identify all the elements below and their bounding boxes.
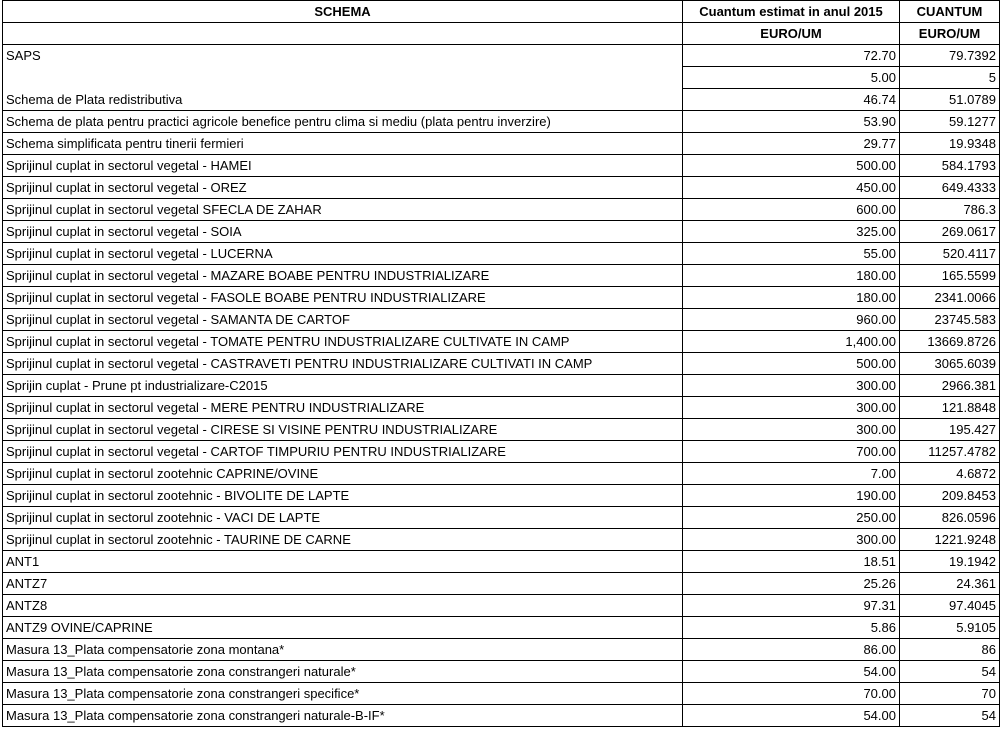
cuantum-cell: 54 [900,705,1000,727]
cuantum-2015-cell: 46.74 [683,89,900,111]
schema-name-cell: Sprijinul cuplat in sectorul zootehnic - TAURINE DE CARNE [3,529,683,551]
cuantum-2015-cell: 960.00 [683,309,900,331]
cuantum-cell: 2341.0066 [900,287,1000,309]
cuantum-cell: 59.1277 [900,111,1000,133]
table-row [3,573,1000,595]
cuantum-2015-cell: 325.00 [683,221,900,243]
cuantum-2015-cell: 600.00 [683,199,900,221]
cuantum-2015-cell: 53.90 [683,111,900,133]
cuantum-cell: 649.4333 [900,177,1000,199]
cuantum-cell: 11257.4782 [900,441,1000,463]
schema-name-cell: SAPS [3,45,683,67]
schema-name-cell: ANTZ9 OVINE/CAPRINE [3,617,683,639]
table-row [3,221,1000,243]
schema-name-cell [3,67,683,89]
table-row [3,705,1000,727]
cuantum-2015-cell: 700.00 [683,441,900,463]
schema-name-cell: Masura 13_Plata compensatorie zona constrangeri specifice* [3,683,683,705]
table-row [3,397,1000,419]
cuantum-2015-cell: 86.00 [683,639,900,661]
schema-name-cell: ANTZ8 [3,595,683,617]
cuantum-2015-cell: 29.77 [683,133,900,155]
cuantum-2015-cell: 55.00 [683,243,900,265]
cuantum-cell: 269.0617 [900,221,1000,243]
header-cuantum: CUANTUM [900,1,1000,23]
header-cuantum-2015: Cuantum estimat in anul 2015 [683,1,900,23]
schema-name-cell: Sprijinul cuplat in sectorul vegetal - LUCERNA [3,243,683,265]
schema-name-cell: Masura 13_Plata compensatorie zona constrangeri naturale* [3,661,683,683]
cuantum-cell: 1221.9248 [900,529,1000,551]
cuantum-2015-cell: 70.00 [683,683,900,705]
schema-name-cell: Schema simplificata pentru tinerii fermieri [3,133,683,155]
unit-cuantum: EURO/UM [900,23,1000,45]
unit-row [3,23,1000,45]
cuantum-cell: 13669.8726 [900,331,1000,353]
cuantum-2015-cell: 54.00 [683,661,900,683]
cuantum-cell: 209.8453 [900,485,1000,507]
cuantum-2015-cell: 180.00 [683,287,900,309]
cuantum-cell: 19.9348 [900,133,1000,155]
schema-name-cell: Sprijinul cuplat in sectorul vegetal - OREZ [3,177,683,199]
table-row [3,529,1000,551]
table-row [3,155,1000,177]
cuantum-2015-cell: 25.26 [683,573,900,595]
cuantum-cell: 786.3 [900,199,1000,221]
table-row [3,661,1000,683]
table-row [3,507,1000,529]
schema-name-cell: Sprijinul cuplat in sectorul vegetal - MERE PENTRU INDUSTRIALIZARE [3,397,683,419]
cuantum-2015-cell: 500.00 [683,353,900,375]
table-row [3,45,1000,67]
cuantum-2015-cell: 190.00 [683,485,900,507]
cuantum-cell: 51.0789 [900,89,1000,111]
schema-name-cell: Masura 13_Plata compensatorie zona constrangeri naturale-B-IF* [3,705,683,727]
table-row [3,551,1000,573]
table-row [3,617,1000,639]
cuantum-2015-cell: 72.70 [683,45,900,67]
schema-name-cell: Sprijin cuplat - Prune pt industrializare-C2015 [3,375,683,397]
cuantum-2015-cell: 300.00 [683,375,900,397]
schema-name-cell: Sprijinul cuplat in sectorul vegetal - FASOLE BOABE PENTRU INDUSTRIALIZARE [3,287,683,309]
cuantum-cell: 121.8848 [900,397,1000,419]
table-row [3,485,1000,507]
schema-name-cell: Sprijinul cuplat in sectorul vegetal - CIRESE SI VISINE PENTRU INDUSTRIALIZARE [3,419,683,441]
table-row [3,331,1000,353]
table-row [3,419,1000,441]
schema-name-cell: Sprijinul cuplat in sectorul zootehnic - VACI DE LAPTE [3,507,683,529]
table-row [3,199,1000,221]
table-row [3,353,1000,375]
schema-name-cell: Sprijinul cuplat in sectorul vegetal - MAZARE BOABE PENTRU INDUSTRIALIZARE [3,265,683,287]
table-row [3,177,1000,199]
cuantum-cell: 5 [900,67,1000,89]
table-row [3,375,1000,397]
schema-name-cell: Sprijinul cuplat in sectorul vegetal - CARTOF TIMPURIU PENTRU INDUSTRIALIZARE [3,441,683,463]
table-row [3,67,1000,89]
table-row [3,111,1000,133]
schema-name-cell: Schema de Plata redistributiva [3,89,683,111]
cuantum-2015-cell: 180.00 [683,265,900,287]
schema-name-cell: Sprijinul cuplat in sectorul vegetal - HAMEI [3,155,683,177]
cuantum-cell: 86 [900,639,1000,661]
cuantum-2015-cell: 5.86 [683,617,900,639]
table-row [3,595,1000,617]
cuantum-cell: 79.7392 [900,45,1000,67]
schema-name-cell: Sprijinul cuplat in sectorul vegetal - TOMATE PENTRU INDUSTRIALIZARE CULTIVATE IN CAMP [3,331,683,353]
cuantum-cell: 195.427 [900,419,1000,441]
cuantum-2015-cell: 1,400.00 [683,331,900,353]
cuantum-2015-cell: 54.00 [683,705,900,727]
schema-name-cell: Masura 13_Plata compensatorie zona montana* [3,639,683,661]
table-row [3,683,1000,705]
cuantum-cell: 54 [900,661,1000,683]
schema-name-cell: ANTZ7 [3,573,683,595]
cuantum-2015-cell: 97.31 [683,595,900,617]
cuantum-cell: 2966.381 [900,375,1000,397]
cuantum-cell: 826.0596 [900,507,1000,529]
table-row [3,265,1000,287]
schema-table [2,0,1000,727]
table-row [3,243,1000,265]
cuantum-2015-cell: 500.00 [683,155,900,177]
schema-name-cell: Sprijinul cuplat in sectorul vegetal - SOIA [3,221,683,243]
schema-name-cell: Sprijinul cuplat in sectorul zootehnic - BIVOLITE DE LAPTE [3,485,683,507]
cuantum-cell: 24.361 [900,573,1000,595]
cuantum-cell: 23745.583 [900,309,1000,331]
table-row [3,133,1000,155]
schema-name-cell: Sprijinul cuplat in sectorul vegetal - SAMANTA DE CARTOF [3,309,683,331]
cuantum-cell: 165.5599 [900,265,1000,287]
cuantum-cell: 19.1942 [900,551,1000,573]
table-row [3,463,1000,485]
schema-name-cell: Sprijinul cuplat in sectorul vegetal SFECLA DE ZAHAR [3,199,683,221]
header-row [3,1,1000,23]
cuantum-cell: 97.4045 [900,595,1000,617]
cuantum-cell: 3065.6039 [900,353,1000,375]
cuantum-2015-cell: 300.00 [683,397,900,419]
cuantum-2015-cell: 5.00 [683,67,900,89]
cuantum-2015-cell: 450.00 [683,177,900,199]
table-row [3,287,1000,309]
cuantum-cell: 4.6872 [900,463,1000,485]
cuantum-2015-cell: 300.00 [683,419,900,441]
header-schema: SCHEMA [3,1,683,23]
cuantum-2015-cell: 250.00 [683,507,900,529]
table-row [3,89,1000,111]
table-row [3,441,1000,463]
table-row [3,309,1000,331]
schema-name-cell: Sprijinul cuplat in sectorul vegetal - CASTRAVETI PENTRU INDUSTRIALIZARE CULTIVATI IN CAMP [3,353,683,375]
cuantum-2015-cell: 7.00 [683,463,900,485]
unit-2015: EURO/UM [683,23,900,45]
schema-name-cell: Schema de plata pentru practici agricole benefice pentru clima si mediu (plata pentru inverzire) [3,111,683,133]
unit-empty [3,23,683,45]
cuantum-cell: 70 [900,683,1000,705]
cuantum-cell: 5.9105 [900,617,1000,639]
cuantum-cell: 520.4117 [900,243,1000,265]
cuantum-cell: 584.1793 [900,155,1000,177]
cuantum-2015-cell: 300.00 [683,529,900,551]
cuantum-2015-cell: 18.51 [683,551,900,573]
table-row [3,639,1000,661]
schema-name-cell: Sprijinul cuplat in sectorul zootehnic CAPRINE/OVINE [3,463,683,485]
schema-name-cell: ANT1 [3,551,683,573]
